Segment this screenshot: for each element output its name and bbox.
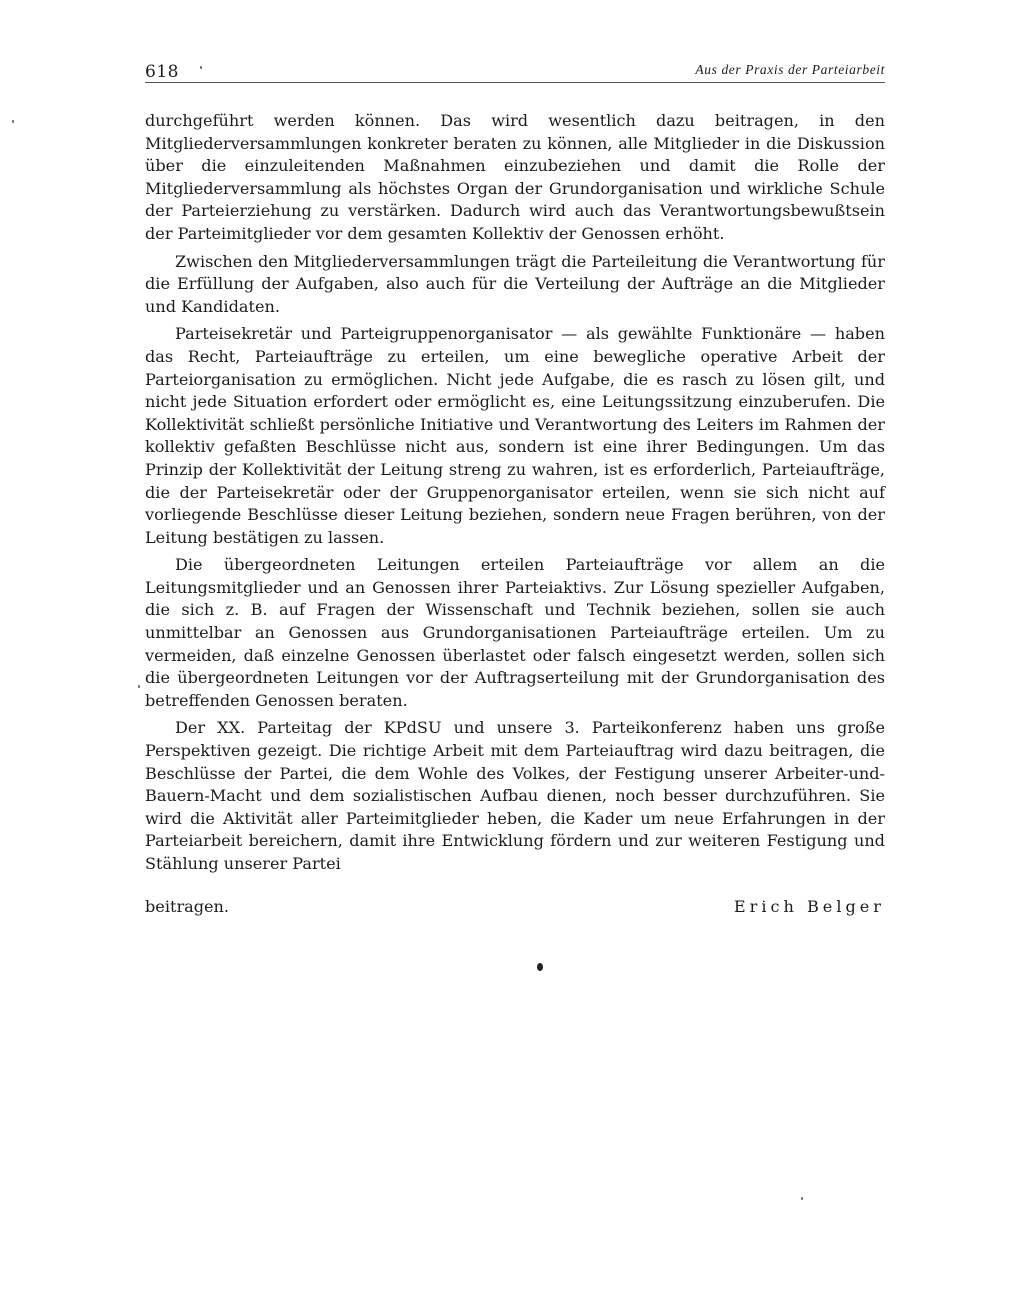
running-head: Aus der Praxis der Parteiarbeit <box>695 62 885 77</box>
page-header <box>145 58 885 84</box>
page-number: 618 <box>145 62 179 82</box>
body-text <box>145 110 885 881</box>
scan-speck <box>801 1197 803 1200</box>
closing-word: beitragen. <box>145 897 230 916</box>
end-mark <box>537 963 543 971</box>
paragraph-1: durchgeführt werden können. Das wird wesentlich dazu beitragen, in den Mitgliederversammlungen konkreter beraten zu können, alle Mitglieder in die Diskussion über die einzuleitenden Maßnahmen einzubeziehen und damit die Rolle der Mitgliederversammlung als höchstes Organ der Grundorganisation und wirkliche Schule der Parteierziehung zu verstärken. Dadurch wird auch das Verantwortungsbewußtsein der Parteimitglieder vor dem gesamten Kollektiv der Genossen erhöht. <box>145 111 885 243</box>
signature-line <box>145 897 885 921</box>
scan-speck <box>200 66 202 69</box>
header-rule <box>145 82 885 83</box>
author-signature: Erich Belger <box>733 897 885 916</box>
paragraph-4: Die übergeordneten Leitungen erteilen Parteiaufträge vor allem an die Leitungsmitglieder und an Genossen ihrer Parteiaktivs. Zur Lösung spezieller Aufgaben, die sich z. B. auf Fragen der Wissenschaft und Technik beziehen, sollen sie auch unmittelbar an Genossen aus Grundorganisationen Parteiaufträge erteilen. Um zu vermeiden, daß einzelne Genossen überlastet oder falsch eingesetzt werden, sollen sich die übergeordneten Leitungen vor der Auftragserteilung mit der Grundorganisation des betreffenden Genossen beraten. <box>145 555 885 710</box>
paragraph-5: Der XX. Parteitag der KPdSU und unsere 3. Parteikonferenz haben uns große Perspektiven gezeigt. Die richtige Arbeit mit dem Parteiauftrag wird dazu beitragen, die Beschlüsse der Partei, die dem Wohle des Volkes, der Festigung unserer Arbeiter-und-Bauern-Macht und dem sozialistischen Aufbau dienen, noch besser durchzuführen. Sie wird die Aktivität aller Parteimitglieder heben, die Kader um neue Erfahrungen in der Parteiarbeit bereichern, damit ihre Entwicklung fördern und zur weiteren Festigung und Stählung unserer Partei <box>145 718 885 873</box>
paragraph-2: Zwischen den Mitgliederversammlungen trägt die Parteileitung die Verantwortung für die Erfüllung der Aufgaben, also auch für die Verteilung der Aufträge an die Mitglieder und Kandidaten. <box>145 251 885 316</box>
scan-speck <box>12 120 14 123</box>
paragraph-3: Parteisekretär und Parteigruppenorganisator — als gewählte Funktionäre — haben das Recht, Parteiaufträge zu erteilen, um eine bewegliche operative Arbeit der Parteiorganisation zu ermöglichen. Nicht jede Aufgabe, die es rasch zu lösen gilt, und nicht jede Situation erfordert oder ermöglicht es, eine Leitungssitzung einzuberufen. Die Kollektivität schließt persönliche Initiative und Verantwortung des Leiters im Rahmen der kollektiv gefaßten Beschlüsse nicht aus, sondern ist eine ihrer Bedingungen. Um das Prinzip der Kollektivität der Leitung streng zu wahren, ist es erforderlich, Parteiaufträge, die der Parteisekretär oder der Gruppenorganisator erteilen, wenn sie sich nicht auf vorliegende Beschlüsse dieser Leitung beziehen, sondern neue Fragen berühren, von der Leitung bestätigen zu lassen. <box>145 324 885 547</box>
scan-speck <box>138 685 140 688</box>
